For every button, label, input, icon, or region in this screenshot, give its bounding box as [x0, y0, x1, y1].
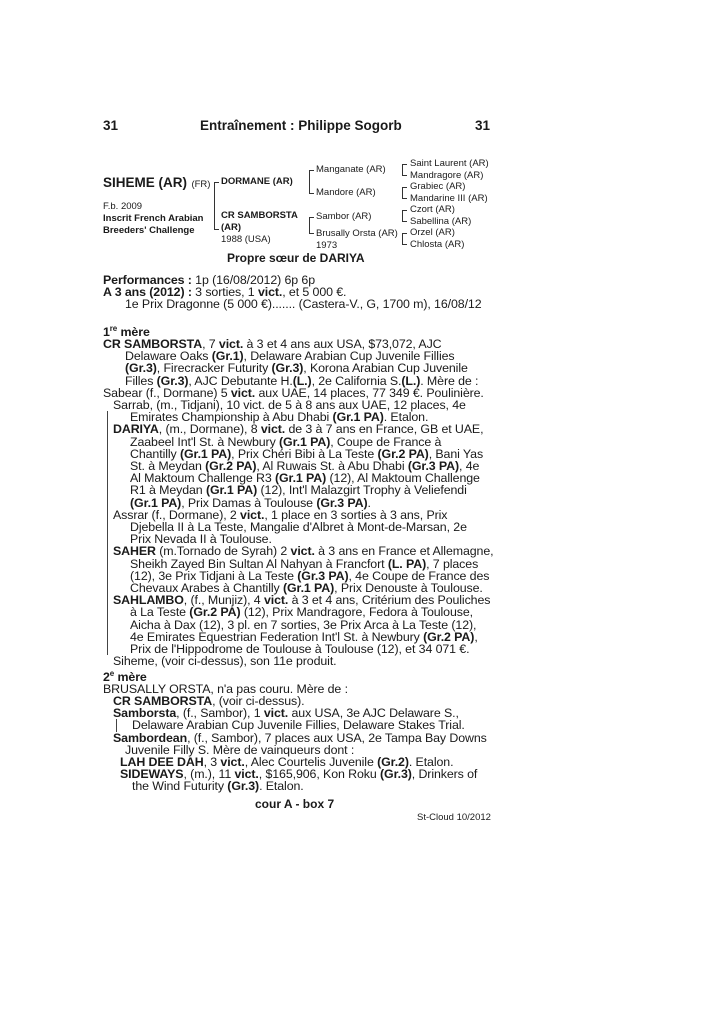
m1-line: Sabear (f., Dormane) 5 vict. aux UAE, 14 places, 77 349 €. Poulinière.: [103, 385, 484, 400]
dam-line-1: CR SAMBORSTA: [221, 210, 298, 221]
produce-bar: [107, 411, 503, 655]
second-dam-title: 2e mère: [103, 668, 147, 684]
m1-line: Zaabeel Int'l St. à Newbury (Gr.1 PA), Coupe de France à: [130, 434, 442, 449]
m1-line: Emirates Championship à Abu Dhabi (Gr.1 PA). Etalon.: [130, 410, 429, 425]
m1-line: Prix Nevada II à Toulouse.: [130, 532, 272, 547]
lot-location: cour A - box 7: [255, 797, 335, 811]
m1-line: Aicha à Dax (12), 3 pl. en 7 sorties, 3e Prix Arca à La Teste (12),: [130, 617, 477, 632]
m1-line: SAHLAMBO, (f., Munjiz), 4 vict. à 3 et 4 ans, Critérium des Pouliches: [113, 593, 491, 608]
dss: Czort (AR): [410, 204, 455, 215]
m1-line: Djebella II à La Teste, Mangalie d'Albret à Mont-de-Marsan, 2e: [130, 519, 467, 534]
pedigree-bracket-3c: [402, 210, 407, 222]
pedigree-bracket-3a: [402, 164, 407, 176]
m2-line: Sambordean, (f., Sambor), 7 places aux USA, 2e Tampa Bay Downs: [113, 730, 487, 745]
m1-line: St. à Meydan (Gr.2 PA), Al Ruwais St. à Abu Dhabi (Gr.3 PA), 4e: [130, 458, 480, 473]
sire-sire: Manganate (AR): [316, 164, 386, 175]
owner-line-2: Breeders' Challenge: [103, 225, 195, 236]
page-number-right: 31: [475, 118, 491, 133]
pedigree-bracket-2a: [309, 170, 314, 194]
dam-dam-year: 1973: [316, 240, 338, 251]
m1-line: Al Maktoum Challenge R3 (Gr.1 PA) (12), Al Maktoum Challenge: [130, 471, 480, 486]
sire-dam: Mandore (AR): [316, 187, 376, 198]
m1-line: R1 à Meydan (Gr.1 PA) (12), Int'l Malazgirt Trophy à Veliefendi: [130, 483, 467, 498]
ssd: Mandragore (AR): [410, 170, 484, 181]
subtitle: Propre sœur de DARIYA: [227, 251, 365, 265]
m2-line: SIDEWAYS, (m.), 11 vict., $165,906, Kon Roku (Gr.3), Drinkers of: [120, 767, 478, 782]
m1-line: Prix de l'Hippodrome de Toulouse à Toulouse (12), et 34 071 €.: [130, 642, 470, 657]
race-line: 1e Prix Dragonne (5 000 €)....... (Castera-V., G, 1700 m), 16/08/12: [125, 297, 482, 312]
m1-line: (Gr.1 PA), Prix Damas à Toulouse (Gr.3 PA).: [130, 495, 371, 510]
m2-line: Juvenile Filly S. Mère de vainqueurs dont :: [125, 742, 355, 757]
sds: Grabiec (AR): [410, 181, 466, 192]
m1-line: Sarrab, (m., Tidjani), 10 vict. de 5 à 8 ans aux UAE, 12 places, 4e: [113, 397, 466, 412]
horse-name: SIHEME (AR): [103, 175, 187, 190]
m1-line: Assrar (f., Dormane), 2 vict., 1 place en 3 sorties à 3 ans, Prix: [113, 507, 448, 522]
page-number-left: 31: [103, 118, 119, 133]
m2-line: Delaware Arabian Cup Juvenile Fillies, Delaware Stakes Trial.: [132, 718, 465, 733]
page-title: Entraînement : Philippe Sogorb: [200, 118, 402, 133]
m2-line: the Wind Futurity (Gr.3). Etalon.: [132, 779, 304, 794]
m2-line: CR SAMBORSTA, (voir ci-dessus).: [113, 693, 305, 708]
m1-line: CR SAMBORSTA, 7 vict. à 3 et 4 ans aux USA, $73,072, AJC: [103, 336, 442, 351]
dam-sire: Sambor (AR): [316, 211, 372, 222]
horse-info: F.b. 2009: [103, 201, 143, 212]
age3-line: A 3 ans (2012) : 3 sorties, 1 vict., et 5 000 €.: [103, 285, 347, 300]
horse-name-line: [103, 174, 210, 192]
owner-line-1: Inscrit French Arabian: [103, 213, 204, 224]
sdd: Mandarine III (AR): [410, 193, 488, 204]
pedigree-bracket-2b: [309, 217, 314, 234]
m2-line: LAH DEE DAH, 3 vict., Alec Courtelis Juvenile (Gr.2). Etalon.: [120, 754, 454, 769]
horse-origin: (FR): [191, 179, 211, 190]
m1-line: Chevaux Arabes à Chantilly (Gr.1 PA), Prix Denouste à Toulouse.: [130, 581, 483, 595]
sire: DORMANE (AR): [221, 176, 293, 187]
m1-line: à La Teste (Gr.2 PA) (12), Prix Mandragore, Fedora à Toulouse,: [130, 605, 473, 620]
m1-line: Siheme, (voir ci-dessus), son 11e produit.: [113, 654, 337, 669]
m1-line: Filles (Gr.3), AJC Debutante H.(L.), 2e California S.(L.). Mère de :: [125, 373, 479, 388]
performances-line: Performances : 1p (16/08/2012) 6p 6p: [103, 273, 316, 287]
pedigree-bracket-3d: [402, 233, 407, 245]
m2-line: BRUSALLY ORSTA, n'a pas couru. Mère de :: [103, 681, 348, 696]
dam-year: 1988 (USA): [221, 234, 271, 245]
dds: Orzel (AR): [410, 227, 455, 238]
dam-line-2: (AR): [221, 222, 242, 233]
dsd: Sabellina (AR): [410, 216, 472, 227]
sale-name: St-Cloud 10/2012: [417, 812, 491, 823]
pedigree-bracket-3b: [402, 187, 407, 199]
m1-line: DARIYA, (m., Dormane), 8 vict. de 3 à 7 ans en France, GB et UAE,: [113, 422, 484, 437]
m1-line: (Gr.3), Firecracker Futurity (Gr.3), Korona Arabian Cup Juvenile: [125, 361, 468, 376]
dam-dam: Brusally Orsta (AR): [316, 228, 398, 239]
ddd: Chlosta (AR): [410, 239, 465, 250]
m1-line: 4e Emirates Equestrian Federation Int'l St. à Newbury (Gr.2 PA),: [130, 629, 478, 644]
m1-line: Chantilly (Gr.1 PA), Prix Chéri Bibi à La Teste (Gr.2 PA), Bani Yas: [130, 446, 484, 461]
m1-line: Delaware Oaks (Gr.1), Delaware Arabian Cup Juvenile Fillies: [125, 349, 455, 364]
sss: Saint Laurent (AR): [410, 158, 489, 169]
pedigree-bracket-1: [214, 182, 219, 230]
m1-line: (12), 3e Prix Tidjani à La Teste (Gr.3 PA), 4e Coupe de France des: [130, 568, 490, 583]
catalog-body: [103, 274, 503, 793]
m1-line: Sheikh Zayed Bin Sultan Al Nahyan à Francfort (L. PA), 7 places: [130, 556, 479, 571]
m1-line: SAHER (m.Tornado de Syrah) 2 vict. à 3 ans en France et Allemagne,: [113, 544, 494, 559]
m2-line: Samborsta, (f., Sambor), 1 vict. aux USA, 3e AJC Delaware S.,: [113, 706, 459, 721]
first-dam-title: 1re mère: [103, 323, 150, 339]
